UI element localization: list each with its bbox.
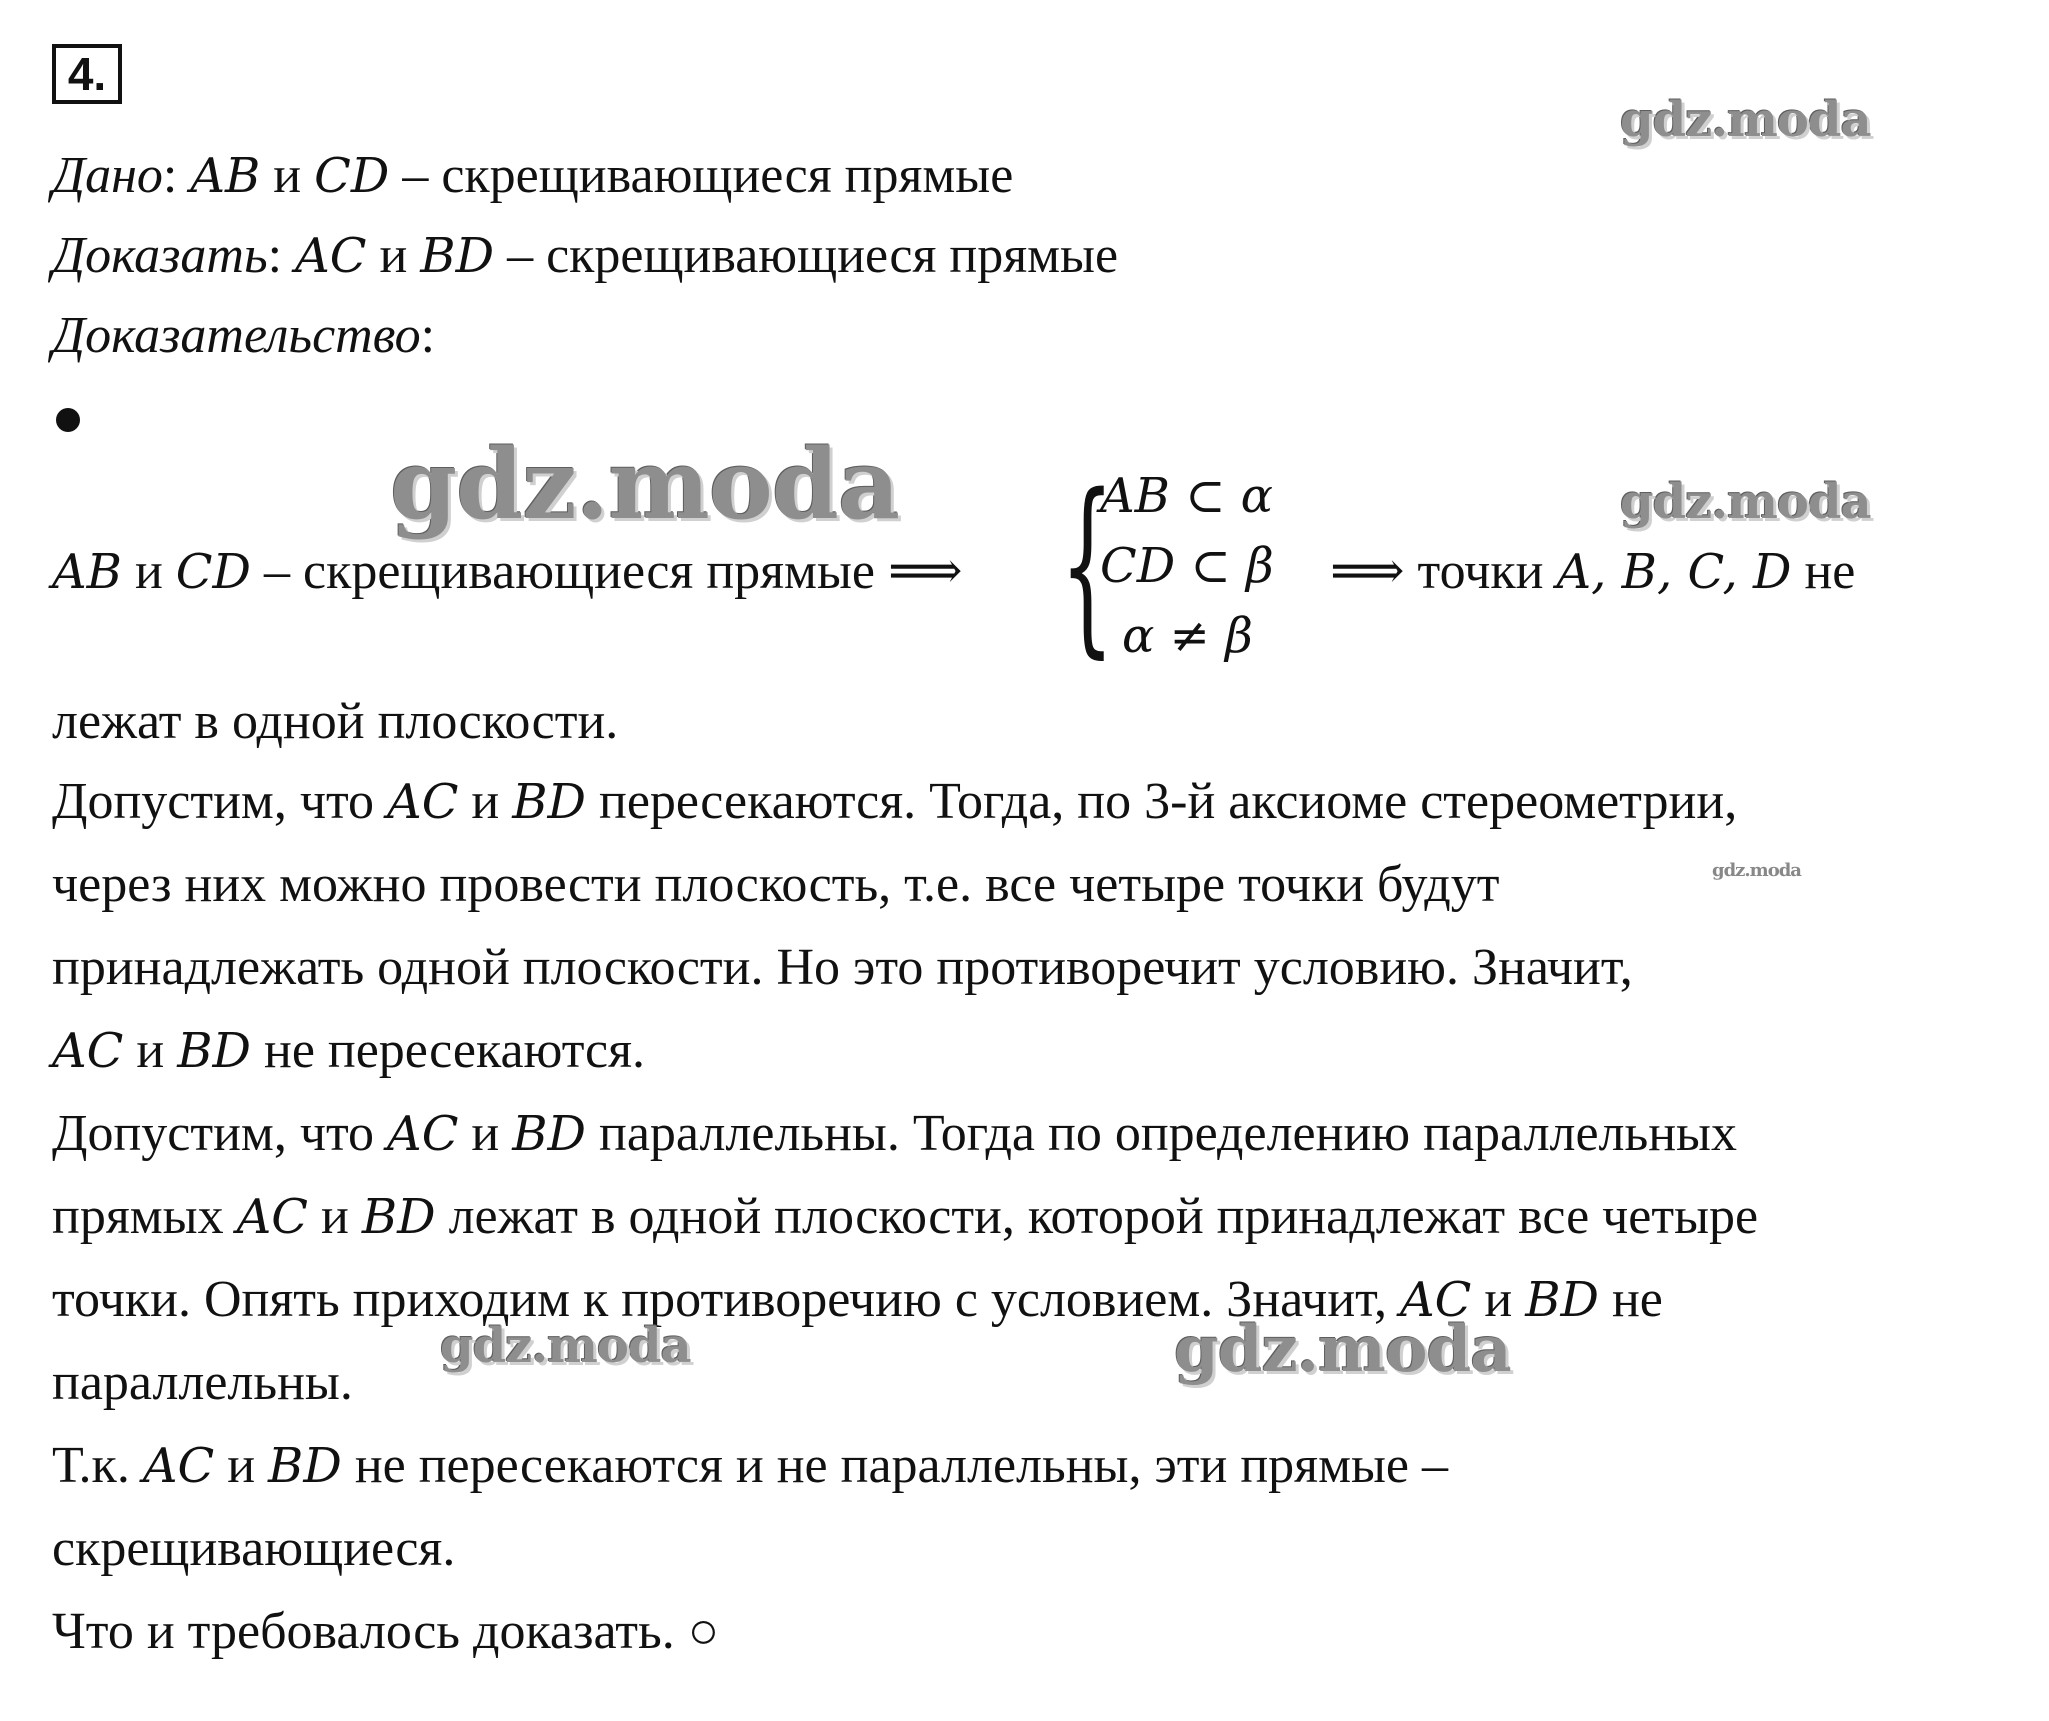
line-bd: BD: [420, 228, 495, 284]
watermark: gdz.moda: [1712, 860, 1801, 881]
line-bd: BD: [512, 774, 587, 830]
given-label: Дано: [52, 147, 163, 204]
para1-line2: через них можно провести плоскость, т.е. все четыре точки будут: [52, 856, 1500, 913]
not-word: не: [1804, 543, 1856, 600]
text: лежат в одной плоскости, которой принадлежат все четыре: [448, 1188, 1759, 1245]
prove-text: – скрещивающиеся прямые: [507, 227, 1119, 284]
text: не пересекаются.: [263, 1022, 646, 1079]
line-bd: BD: [177, 1023, 251, 1079]
prove-label: Доказать: [52, 227, 268, 284]
proof-label: Доказательство: [52, 307, 421, 364]
line-ac: AC: [236, 1189, 308, 1245]
implication-text: – скрещивающиеся прямые ⟹: [263, 543, 963, 600]
system-brace: {: [1060, 454, 1115, 675]
bullet-marker: [56, 408, 80, 432]
task-number-box: [52, 44, 122, 104]
conj: и: [471, 773, 500, 830]
given-line: [52, 146, 1013, 206]
conclusion-line1: [52, 1436, 1448, 1496]
line-ac: AC: [142, 1438, 215, 1494]
conclusion-line2: скрещивающиеся.: [52, 1520, 456, 1577]
implication-line: [52, 542, 963, 602]
conclusion-line3: Что и требовалось доказать. ○: [52, 1603, 720, 1660]
system-eq-1: AB ⊂ α: [1100, 468, 1274, 524]
para1-line1: [52, 772, 1737, 832]
para2-line1: [52, 1104, 1737, 1164]
conj: и: [134, 543, 163, 600]
watermark: gdz.moda: [1174, 1312, 1511, 1387]
text: пересекаются. Тогда, по 3-й аксиоме стереометрии,: [599, 773, 1738, 830]
para2-line4: параллельны.: [52, 1354, 353, 1411]
line-ac: AC: [52, 1023, 124, 1079]
conj: и: [1484, 1271, 1513, 1328]
text: Допустим, что: [52, 773, 375, 830]
watermark: gdz.moda: [390, 428, 900, 541]
line-ac: AC: [295, 228, 367, 284]
line-bd: BD: [361, 1189, 436, 1245]
watermark: gdz.moda: [440, 1318, 691, 1374]
line-bd: BD: [512, 1106, 587, 1162]
line-cd: CD: [314, 148, 390, 204]
conj: и: [136, 1022, 165, 1079]
line-bd: BD: [1525, 1272, 1599, 1328]
line-bd: BD: [268, 1438, 342, 1494]
prove-line: [52, 226, 1118, 286]
line-cd: CD: [175, 544, 251, 600]
conj: и: [379, 227, 408, 284]
points-word: точки: [1417, 543, 1544, 600]
para1-line4: [52, 1021, 645, 1081]
text: параллельны. Тогда по определению параллельных: [599, 1105, 1737, 1162]
given-colon: :: [162, 147, 178, 204]
given-text: – скрещивающиеся прямые: [402, 147, 1014, 204]
text: точки. Опять приходим к противоречию с условием. Значит,: [52, 1271, 1387, 1328]
text: Допустим, что: [52, 1105, 375, 1162]
para2-line2: [52, 1187, 1758, 1247]
text: Т.к.: [52, 1437, 130, 1494]
points-list: A, B, C, D: [1556, 544, 1792, 600]
points-clause: [1330, 542, 1855, 602]
watermark: gdz.moda: [1620, 474, 1871, 530]
proof-line: [52, 306, 435, 366]
proof-colon: :: [420, 307, 436, 364]
text: не: [1611, 1271, 1663, 1328]
line-ac: AC: [1399, 1272, 1472, 1328]
conj: и: [227, 1437, 256, 1494]
para1-line3: принадлежать одной плоскости. Но это противоречит условию. Значит,: [52, 939, 1633, 996]
text: прямых: [52, 1188, 224, 1245]
line-ac: AC: [387, 1106, 459, 1162]
line-ab: AB: [190, 148, 261, 204]
task-number: 4.: [67, 48, 107, 100]
line-ab: AB: [52, 544, 122, 600]
implication-continuation: лежат в одной плоскости.: [52, 693, 619, 750]
watermark: gdz.moda: [1620, 92, 1871, 148]
conj: и: [471, 1105, 500, 1162]
system-eq-2: CD ⊂ β: [1100, 538, 1274, 594]
line-ac: AC: [387, 774, 459, 830]
conj: и: [320, 1188, 349, 1245]
text: не пересекаются и не параллельны, эти прямые –: [354, 1437, 1449, 1494]
prove-colon: :: [267, 227, 283, 284]
system-eq-3: α ≠ β: [1122, 608, 1253, 664]
conj: и: [273, 147, 302, 204]
implies-arrow: ⟹: [1330, 543, 1405, 600]
